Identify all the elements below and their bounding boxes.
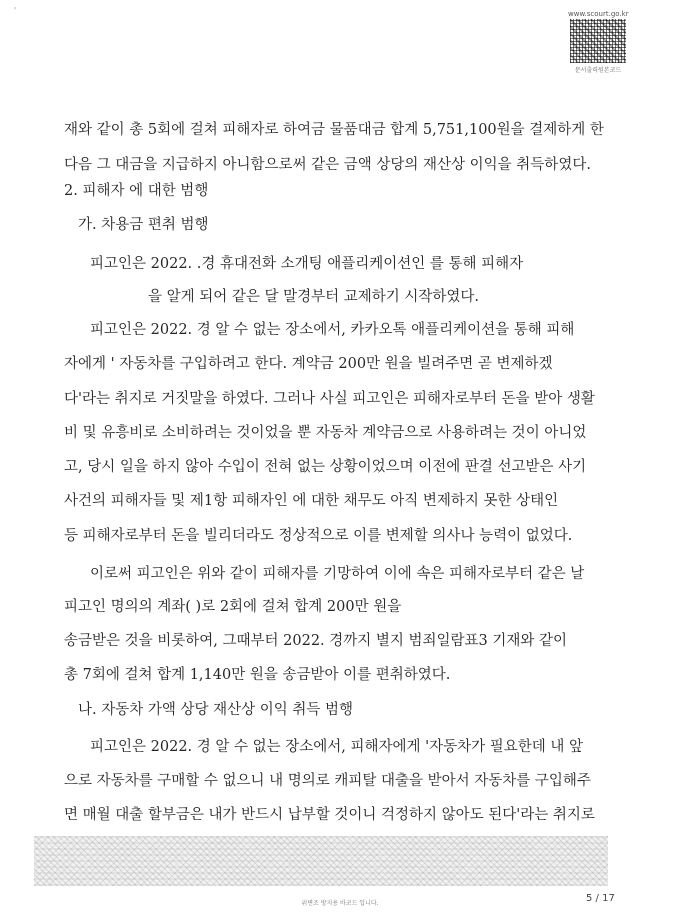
body-line: 면 매월 대출 할부금은 내가 반드시 납부할 것이니 걱정하지 않아도 된다'라는 취지로 [64,807,595,823]
body-line: 으로 자동차를 구매할 수 없으니 내 명의로 캐피탈 대출을 받아서 자동차를 구입해주 [64,773,591,789]
body-line: 다'라는 취지로 거짓말을 하였다. 그러나 사실 피고인은 피해자로부터 돈을 받아 생활 [64,391,595,407]
body-line: 송금받은 것을 비롯하여, 그때부터 2022. 경까지 별지 범죄일람표3 기재와 같이 [64,633,568,649]
page-number: 5 / 17 [586,893,615,904]
body-line: 총 7회에 걸쳐 합계 1,140만 원을 송금받아 이를 편취하였다. [64,667,451,683]
body-line: 다음 그 대금을 지급하지 아니함으로써 같은 금액 상당의 재산상 이익을 취득하였다. [64,157,591,173]
body-line: 고, 당시 일을 하지 않아 수입이 전혀 없는 상황이었으며 이전에 판결 선고받은 사기 [64,459,587,475]
court-url: www.scourt.go.kr [568,10,629,18]
body-line: 피고인은 2022. 경 알 수 없는 장소에서, 피해자에게 '자동차가 필요한데 내 앞 [90,739,583,755]
body-line: 피고인 명의의 계좌( )로 2회에 걸쳐 합계 200만 원을 [64,599,402,615]
body-line: 을 알게 되어 같은 달 말경부터 교제하기 시작하였다. [148,289,480,305]
body-line: 비 및 유흥비로 소비하려는 것이었을 뿐 자동차 계약금으로 사용하려는 것이 아니었 [64,425,587,441]
body-line: 피고인은 2022. 경 알 수 없는 장소에서, 카카오톡 애플리케이션을 통해 피해 [90,322,575,338]
subsection-heading: 가. 차용금 편취 범행 [78,217,209,233]
footer-note: 위변조 방지용 바코드 입니다. [301,900,379,907]
section-heading: 2. 피해자 에 대한 범행 [64,183,209,199]
security-pattern-icon [34,836,608,886]
body-line: 피고인은 2022. .경 휴대전화 소개팅 애플리케이션인 를 통해 피해자 [90,256,524,272]
corner-mark: ' [14,6,17,15]
body-line: 등 피해자로부터 돈을 빌리더라도 정상적으로 이를 변제할 의사나 능력이 없었다. [64,528,573,544]
qr-code-icon [570,19,626,63]
body-line: 사건의 피해자들 및 제1항 피해자인 에 대한 채무도 아직 변제하지 못한 상태인 [64,493,559,509]
qr-code-label: 문서출력원본코드 [574,67,622,74]
body-line: 이로써 피고인은 위와 같이 피해자를 기망하여 이에 속은 피해자로부터 같은 날 [90,566,585,582]
body-line: 재와 같이 총 5회에 걸쳐 피해자로 하여금 물품대금 합계 5,751,100원을 결제하게 한 [64,122,604,138]
subsection-heading: 나. 자동차 가액 상당 재산상 이익 취득 범행 [78,702,353,718]
body-line: 자에게 ' 자동차를 구입하려고 한다. 계약금 200만 원을 빌려주면 곧 변제하겠 [64,356,553,372]
